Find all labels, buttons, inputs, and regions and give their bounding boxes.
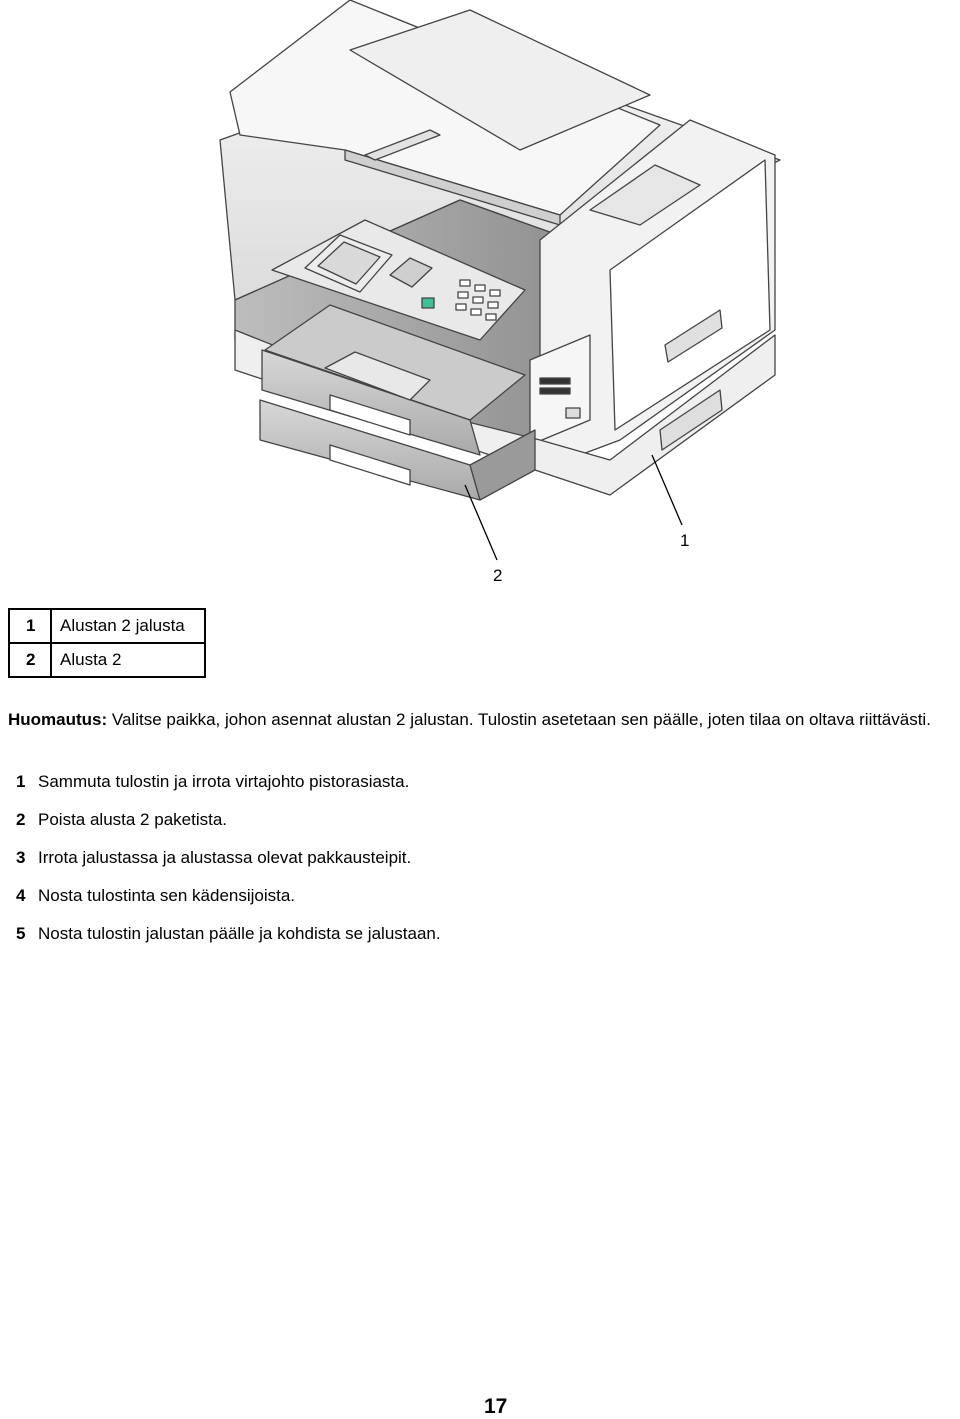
note-paragraph [8,710,958,730]
legend-number: 1 [9,609,51,643]
step-text: Sammuta tulostin ja irrota virtajohto pistorasiasta. [38,772,410,791]
list-item [16,848,441,868]
list-item [16,772,441,792]
step-text: Nosta tulostinta sen kädensijoista. [38,886,296,905]
step-number: 5 [16,924,26,943]
callout-label-2: 2 [493,566,503,585]
legend-text: Alusta 2 [51,643,205,677]
legend-text: Alustan 2 jalusta [51,609,205,643]
table-row [9,643,205,677]
list-item [16,924,441,944]
step-number: 3 [16,848,26,867]
legend-table [8,608,206,678]
page-number: 17 [484,1395,508,1418]
step-number: 2 [16,810,26,829]
step-number: 1 [16,772,26,791]
steps-list [16,772,441,962]
list-item [16,810,441,830]
note-text: Valitse paikka, johon asennat alustan 2 jalustan. Tulostin asetetaan sen päälle, joten tilaa on oltava riittävästi. [107,710,931,729]
list-item [16,886,441,906]
legend-number: 2 [9,643,51,677]
step-text: Poista alusta 2 paketista. [38,810,228,829]
callout-label-1: 1 [680,531,690,550]
step-number: 4 [16,886,26,905]
note-lead: Huomautus: [8,710,108,729]
table-row [9,609,205,643]
step-text: Irrota jalustassa ja alustassa olevat pakkausteipit. [38,848,412,867]
printer-illustration [0,0,960,600]
step-text: Nosta tulostin jalustan päälle ja kohdista se jalustaan. [38,924,441,943]
